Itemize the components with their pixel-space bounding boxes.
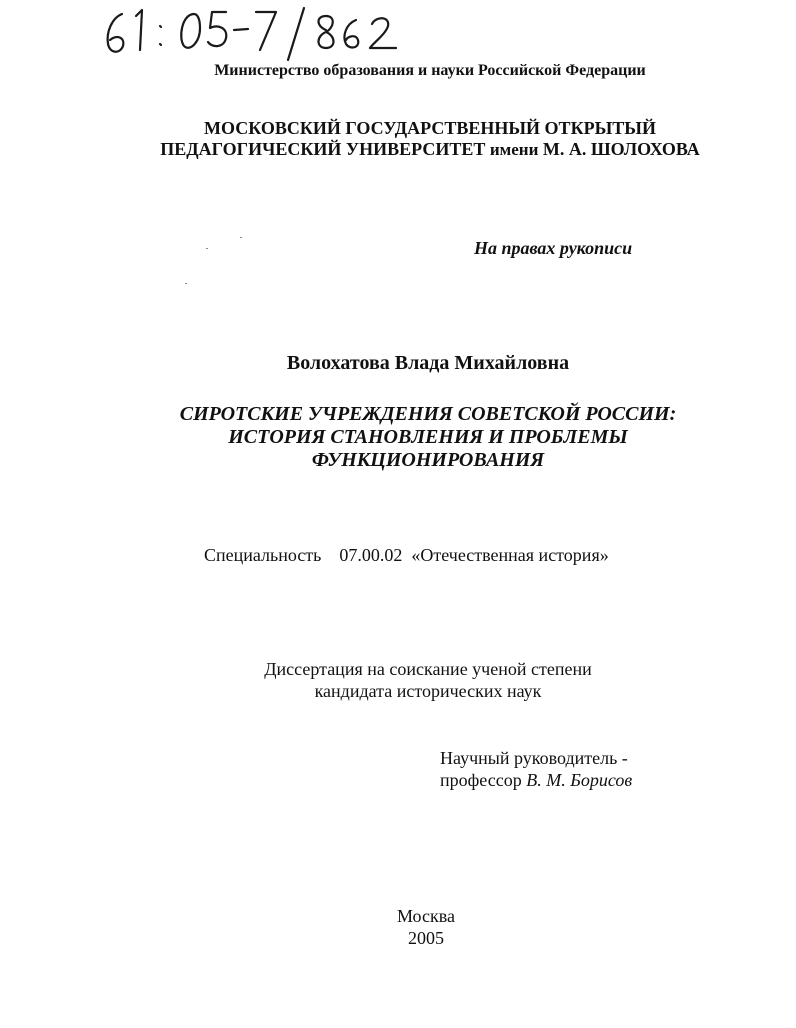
city: Москва <box>397 906 455 926</box>
scan-speck <box>185 283 187 284</box>
university-line-2 <box>110 139 750 160</box>
handwritten-archive-number <box>100 4 420 64</box>
year: 2005 <box>408 928 444 948</box>
ministry-heading: Министерство образования и науки Российской Федерации <box>214 62 646 79</box>
specialty-name: «Отечественная история» <box>411 545 609 565</box>
supervisor-name: В. М. Борисов <box>526 770 633 790</box>
university-line-2-part-2: имени <box>489 140 539 159</box>
specialty-line <box>204 545 609 566</box>
title-line-3: ФУНКЦИОНИРОВАНИЯ <box>311 449 545 471</box>
manuscript-note: На правах рукописи <box>474 238 633 258</box>
university-heading <box>110 118 750 160</box>
author-name: Волохатова Влада Михайловна <box>286 352 570 374</box>
specialty-code: 07.00.02 <box>339 545 403 565</box>
university-line-2-part-1: ПЕДАГОГИЧЕСКИЙ УНИВЕРСИТЕТ <box>160 139 486 159</box>
university-line-2-part-3: М. А. ШОЛОХОВА <box>542 139 700 159</box>
supervisor-line-2 <box>440 769 632 791</box>
supervisor-label: Научный руководитель - <box>440 748 628 768</box>
supervisor-block <box>440 747 632 791</box>
university-line-1: МОСКОВСКИЙ ГОСУДАРСТВЕННЫЙ ОТКРЫТЫЙ <box>204 118 656 138</box>
handwritten-archive-number-graphic <box>100 4 420 64</box>
city-year-block <box>326 905 526 949</box>
scan-speck <box>206 248 208 249</box>
dissertation-title <box>140 403 716 472</box>
degree-line-2: кандидата исторических наук <box>314 681 542 701</box>
degree-line-1: Диссертация на соискание ученой степени <box>264 659 592 679</box>
title-line-1: СИРОТСКИЕ УЧРЕЖДЕНИЯ СОВЕТСКОЙ РОССИИ: <box>179 403 677 425</box>
degree-statement <box>220 658 636 702</box>
scan-speck <box>240 237 242 238</box>
title-line-2: ИСТОРИЯ СТАНОВЛЕНИЯ И ПРОБЛЕМЫ <box>228 426 628 448</box>
specialty-label: Специальность <box>204 545 322 565</box>
supervisor-title: профессор <box>440 770 522 790</box>
